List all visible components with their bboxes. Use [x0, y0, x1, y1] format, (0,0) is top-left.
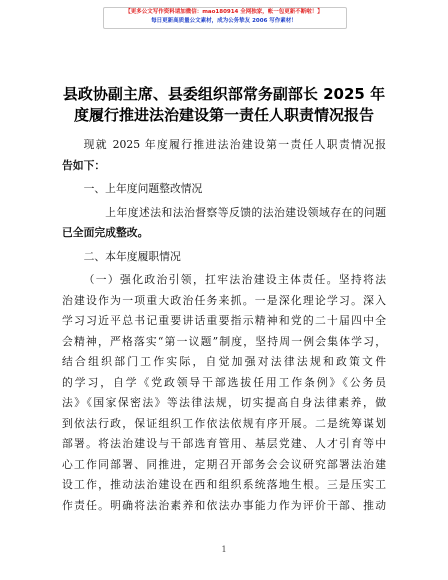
paragraph-line: 会精神，严格落实“第一议题”制度，坚持周一例会集体学习， [62, 334, 386, 348]
document-title [62, 84, 386, 126]
section-1-heading: 一、上年度问题整改情况 [83, 182, 203, 195]
paragraph-line: 作责任。明确将法治素养和依法办事能力作为评价干部、推动 [62, 498, 386, 512]
title-line-2: 度履行推进法治建设第一责任人职责情况报告 [73, 106, 374, 124]
promo-banner-line-2: 每日更新高质量公文素材，成为公务挚友 2006 写作素材！ [151, 18, 297, 24]
paragraph-line: （一）强化政治引领，扛牢法治建设主体责任。坚持将法 [83, 273, 386, 286]
promo-banner-line-1: 【更多公文写作资料请加微信：mao180914 全网独家，帐一包更新不断啦！】 [125, 9, 323, 15]
page-number: 1 [221, 545, 227, 554]
section-2-heading: 二、本年度履职情况 [83, 249, 181, 263]
paragraph-line: 部署。将法治建设与干部选育管用、基层党建、人才引育等中 [62, 437, 386, 450]
title-line-1: 县政协副主席、县委组织部常务副部长 2025 年 [62, 85, 386, 103]
document-body [62, 135, 386, 516]
paragraph-line: 治建设作为一项重大政治任务来抓。一是深化理论学习。深入 [62, 293, 386, 307]
section-1-paragraph-line-2: 已全面完成整改。 [62, 226, 149, 239]
paragraph-line: 设工作，推动法治建设在西和组织系统落地生根。三是压实工 [62, 478, 386, 491]
paragraph-line: 学习习近平总书记重要讲话重要指示精神和党的二十届四中全 [62, 314, 386, 327]
paragraph-line: 法》《国家保密法》等法律法规，切实提高自身法律素养，做 [62, 396, 386, 409]
paragraph-line: 结合组织部门工作实际，自觉加强对法律法规和政策文件 [62, 355, 386, 368]
section-1-paragraph-line-1: 上年度述法和法治督察等反馈的法治建设领域存在的问题 [105, 205, 386, 219]
intro-line-1: 现就 2025 年度履行推进法治建设第一责任人职责情况报 [83, 138, 386, 151]
intro-line-2: 告如下： [62, 158, 106, 172]
paragraph-line: 到依法行政，保证组织工作依法依规有序开展。二是统筹谋划 [62, 416, 386, 430]
paragraph-line: 的学习，自学《党政领导干部选拔任用工作条例》《公务员 [62, 375, 386, 389]
paragraph-line: 心工作同部署、同推进，定期召开部务会会议研究部署法治建 [62, 457, 386, 471]
